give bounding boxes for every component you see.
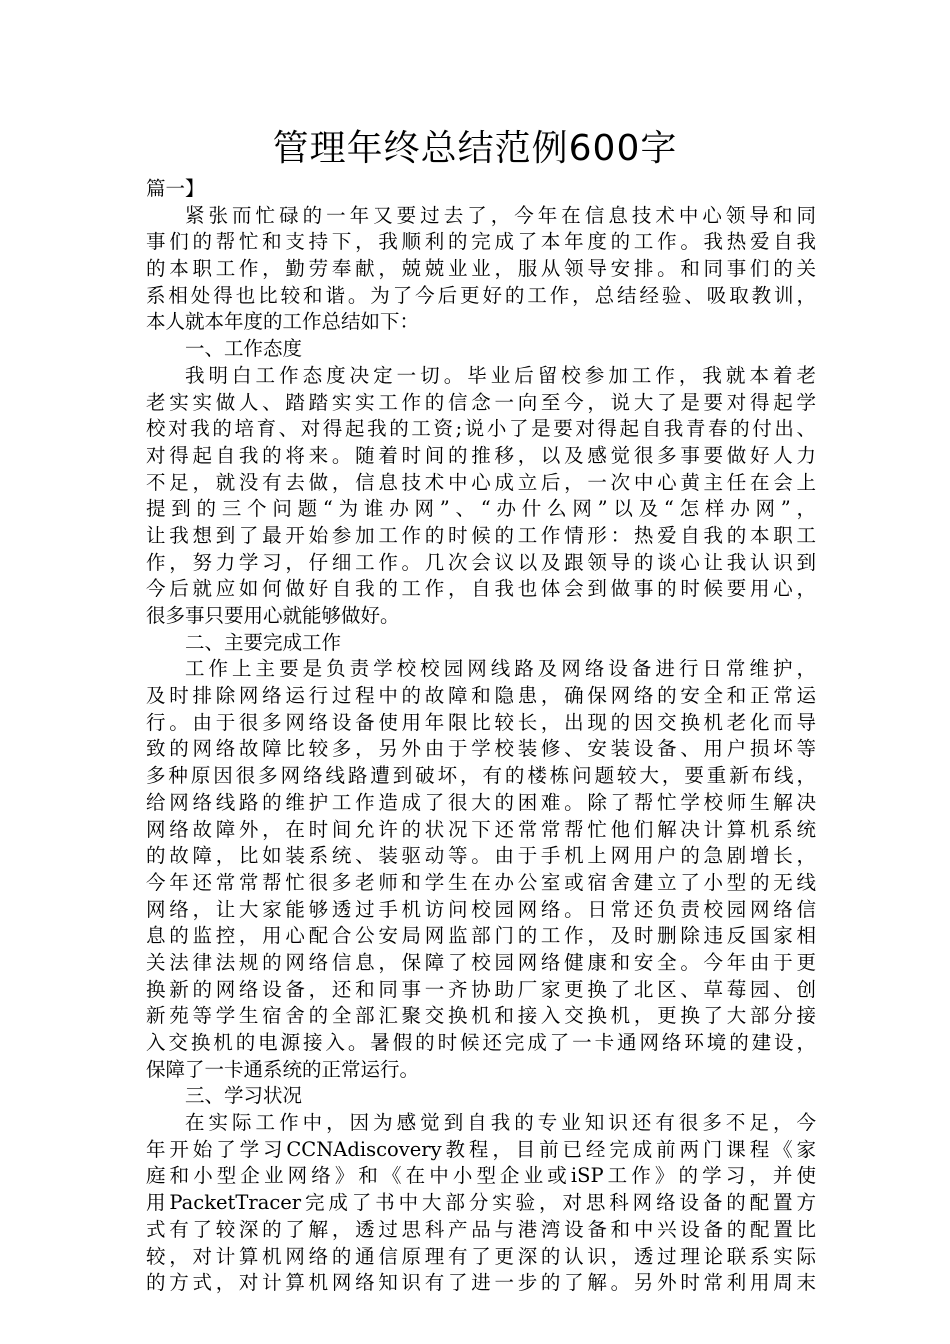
text-line: 在实际工作中，因为感觉到自我的专业知识还有很多不足，今 bbox=[185, 1111, 816, 1135]
text-line: 事们的帮忙和支持下，我顺利的完成了本年度的工作。我热爱自我 bbox=[146, 230, 816, 254]
text-line: 的方式，对计算机网络知识有了进一步的了解。另外时常利用周末 bbox=[146, 1271, 816, 1295]
text-line: 一、工作态度 bbox=[185, 337, 303, 361]
text-line: 给网络线路的维护工作造成了很大的困难。除了帮忙学校师生解决 bbox=[146, 790, 816, 814]
text-line: 系相处得也比较和谐。为了今后更好的工作，总结经验、吸取教训， bbox=[146, 283, 816, 307]
text-line: 今年还常常帮忙很多老师和学生在办公室或宿舍建立了小型的无线 bbox=[146, 870, 816, 894]
text-line: 换新的网络设备，还和同事一齐协助厂家更换了北区、草莓园、创 bbox=[146, 977, 816, 1001]
text-line: 工作上主要是负责学校校园网线路及网络设备进行日常维护， bbox=[185, 657, 816, 681]
document-title: 管理年终总结范例600字 bbox=[272, 128, 678, 169]
text-line: 网络故障外，在时间允许的状况下还常常帮忙他们解决计算机系统 bbox=[146, 817, 816, 841]
text-line: 本人就本年度的工作总结如下： bbox=[146, 310, 420, 334]
text-line: 校对我的培育、对得起我的工资;说小了是要对得起自我青春的付出、 bbox=[146, 417, 816, 441]
text-line: 很多事只要用心就能够做好。 bbox=[146, 604, 400, 627]
text-line: 用PacketTracer完成了书中大部分实验，对思科网络设备的配置方 bbox=[146, 1191, 816, 1215]
text-line: 较，对计算机网络的通信原理有了更深的认识，透过理论联系实际 bbox=[146, 1244, 816, 1268]
text-line: 三、学习状况 bbox=[185, 1084, 303, 1108]
text-line: 关法律法规的网络信息，保障了校园网络健康和安全。今年由于更 bbox=[146, 950, 816, 974]
text-line: 作，努力学习，仔细工作。几次会议以及跟领导的谈心让我认识到 bbox=[146, 550, 816, 574]
text-line: 我明白工作态度决定一切。毕业后留校参加工作，我就本着老 bbox=[185, 363, 816, 387]
text-line: 年开始了学习CCNAdiscovery教程，目前已经完成前两门课程《家 bbox=[146, 1137, 816, 1161]
text-line: 提到的三个问题“为谁办网”、“办什么网”以及“怎样办网”， bbox=[146, 497, 816, 521]
document-body bbox=[146, 176, 816, 1297]
text-line: 入交换机的电源接入。暑假的时候还完成了一卡通网络环境的建设， bbox=[146, 1031, 816, 1054]
text-line: 行。由于很多网络设备使用年限比较长，出现的因交换机老化而导 bbox=[146, 710, 816, 734]
text-line: 保障了一卡通系统的正常运行。 bbox=[146, 1057, 420, 1081]
text-line: 网络，让大家能够透过手机访问校园网络。日常还负责校园网络信 bbox=[146, 897, 816, 921]
text-line: 息的监控，用心配合公安局网监部门的工作，及时删除违反国家相 bbox=[146, 924, 816, 948]
text-line: 及时排除网络运行过程中的故障和隐患，确保网络的安全和正常运 bbox=[146, 684, 816, 708]
text-line: 二、主要完成工作 bbox=[185, 630, 342, 654]
text-line: 不足，就没有去做，信息技术中心成立后，一次中心黄主任在会上 bbox=[146, 470, 816, 494]
text-line: 的本职工作，勤劳奉献，兢兢业业，服从领导安排。和同事们的关 bbox=[146, 257, 816, 281]
text-line: 致的网络故障比较多，另外由于学校装修、安装设备、用户损坏等 bbox=[146, 737, 816, 761]
text-line: 多种原因很多网络线路遭到破坏，有的楼栋问题较大，要重新布线， bbox=[146, 764, 816, 788]
text-line: 今后就应如何做好自我的工作，自我也体会到做事的时候要用心， bbox=[146, 577, 816, 601]
text-line: 对得起自我的将来。随着时间的推移，以及感觉很多事要做好人力 bbox=[146, 443, 816, 467]
text-line: 的故障，比如装系统、装驱动等。由于手机上网用户的急剧增长， bbox=[146, 844, 816, 868]
text-line: 老实实做人、踏踏实实工作的信念一向至今，说大了是要对得起学 bbox=[146, 390, 816, 414]
text-line: 紧张而忙碌的一年又要过去了，今年在信息技术中心领导和同 bbox=[185, 203, 816, 227]
text-line: 篇一】 bbox=[146, 177, 205, 200]
text-line: 让我想到了最开始参加工作的时候的工作情形：热爱自我的本职工 bbox=[146, 523, 816, 547]
text-line: 新苑等学生宿舍的全部汇聚交换机和接入交换机，更换了大部分接 bbox=[146, 1004, 816, 1028]
text-line: 式有了较深的了解，透过思科产品与港湾设备和中兴设备的配置比 bbox=[146, 1217, 816, 1241]
text-line: 庭和小型企业网络》和《在中小型企业或iSP工作》的学习，并使 bbox=[146, 1164, 816, 1188]
